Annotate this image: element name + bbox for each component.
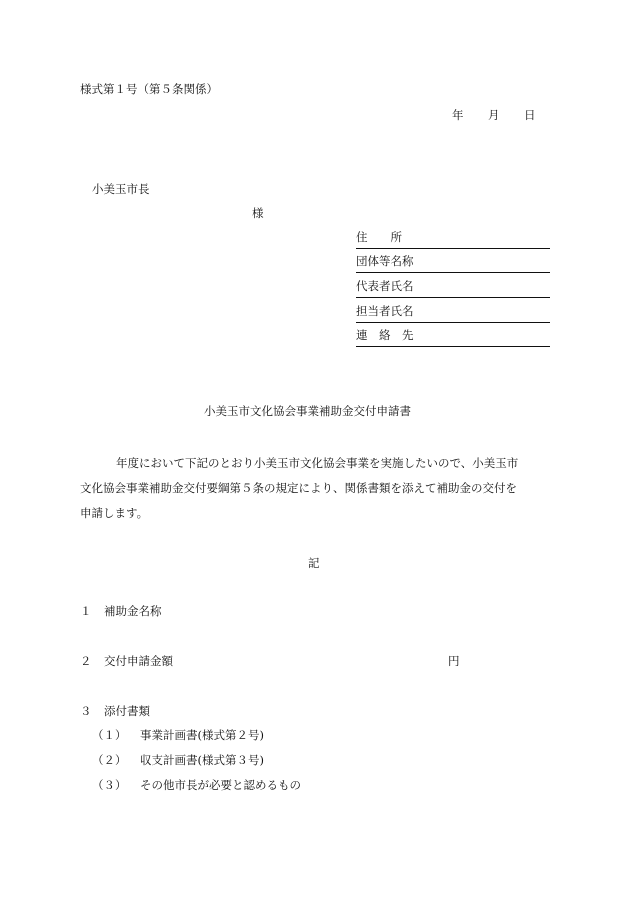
addressee-honorific: 様: [252, 206, 264, 220]
attachment-1-label: 事業計画書(様式第２号): [140, 728, 264, 742]
ki-heading: 記: [308, 556, 320, 570]
body-line-1: 年度において下記のとおり小美玉市文化協会事業を実施したいので、小美玉市: [116, 456, 519, 470]
form-number: 様式第１号（第５条関係）: [80, 82, 218, 96]
applicant-field-representative[interactable]: [356, 281, 550, 298]
attachment-1-number: （１）: [92, 728, 127, 742]
document-title: 小美玉市文化協会事業補助金交付申請書: [204, 404, 411, 418]
body-line-2: 文化協会事業補助金交付要綱第５条の規定により、関係書類を添えて補助金の交付を: [80, 481, 517, 495]
attachment-2-number: （２）: [92, 753, 127, 767]
applicant-field-address[interactable]: [356, 232, 550, 249]
field-label: 団体等名称: [356, 254, 414, 268]
addressee-name: 小美玉市長: [92, 182, 150, 196]
item-1-label: 補助金名称: [104, 604, 162, 618]
date-day: 日: [524, 108, 536, 122]
attachment-3-label: その他市長が必要と認めるもの: [140, 778, 301, 792]
body-line-3: 申請します。: [80, 506, 149, 520]
item-2-label: 交付申請金額: [104, 654, 173, 668]
applicant-field-contact-person[interactable]: [356, 306, 550, 323]
field-label: 代表者氏名: [356, 279, 414, 293]
field-label: 担当者氏名: [356, 304, 414, 318]
item-3-number: ３: [80, 704, 92, 718]
item-3-label: 添付書類: [104, 704, 150, 718]
item-1-number: １: [80, 604, 92, 618]
applicant-field-organization[interactable]: [356, 256, 550, 273]
attachment-2-label: 収支計画書(様式第３号): [140, 753, 264, 767]
date-month: 月: [488, 108, 500, 122]
field-label: 連 絡 先: [356, 328, 414, 342]
applicant-field-contact-info[interactable]: [356, 330, 550, 347]
item-2-unit: 円: [448, 654, 460, 668]
date-year: 年: [452, 108, 464, 122]
attachment-3-number: （３）: [92, 778, 127, 792]
item-2-number: ２: [80, 654, 92, 668]
field-label: 住 所: [356, 230, 402, 244]
